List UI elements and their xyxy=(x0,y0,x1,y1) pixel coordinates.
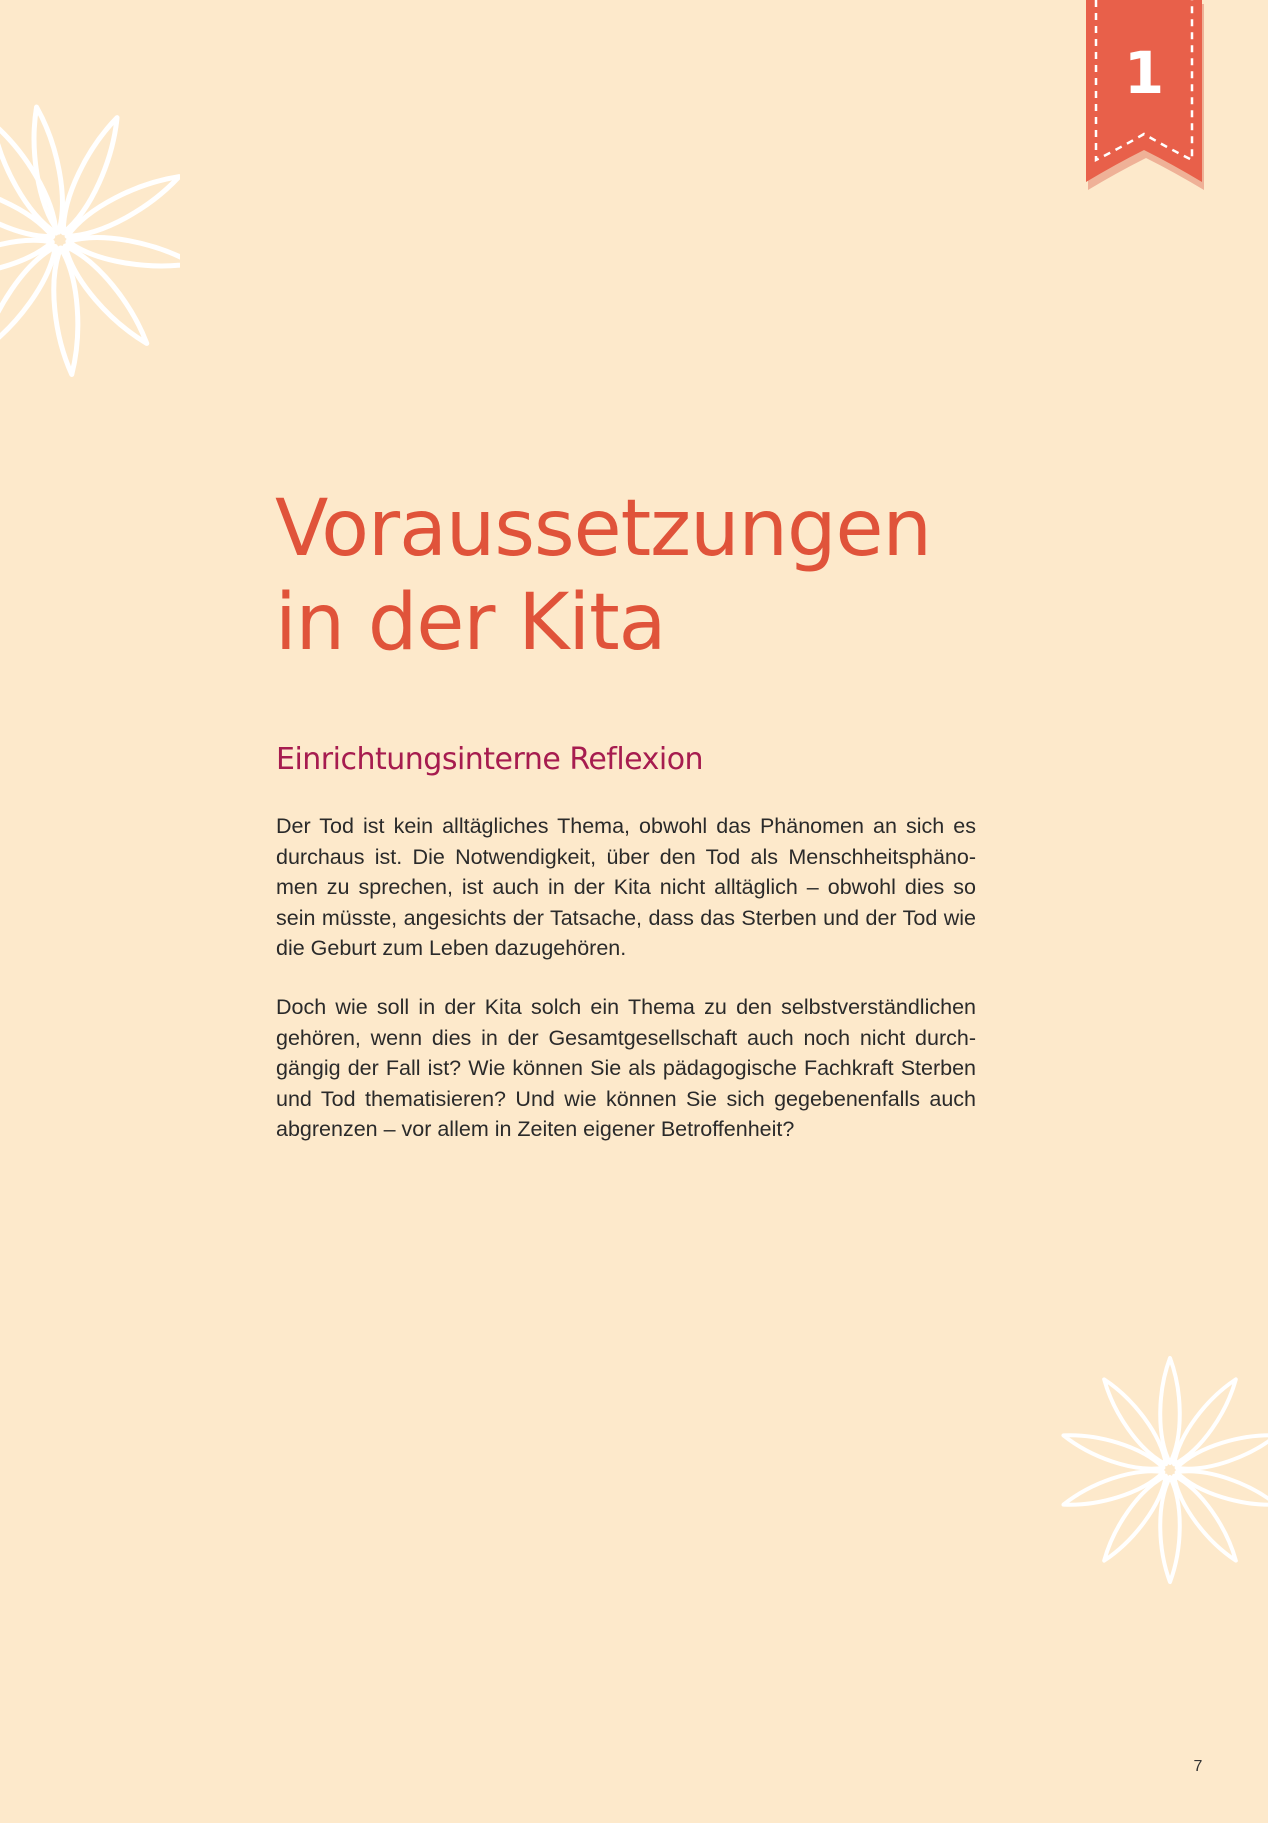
text-line: durchaus ist. Die Notwendigkeit, über den Tod als Menschheitsphäno- xyxy=(276,844,976,869)
text-line: men zu sprechen, ist auch in der Kita nicht alltäglich – obwohl dies so xyxy=(276,875,976,899)
text-line: die Geburt zum Leben dazugehören. xyxy=(276,936,627,960)
text-line: abgrenzen – vor allem in Zeiten eigener Betroffenheit? xyxy=(276,1117,795,1141)
flower-bottom-right-icon xyxy=(1050,1350,1268,1590)
page-number: 7 xyxy=(1193,1758,1203,1775)
text-line: sein müsste, angesichts der Tatsache, dass das Sterben und der Tod wie xyxy=(276,905,976,930)
text-line: gehören, wenn dies in der Gesamtgesellschaft auch noch nicht durch- xyxy=(276,1025,976,1050)
text-line: und Tod thematisieren? Und wie können Sie sich gegebenenfalls auch xyxy=(276,1086,976,1111)
text-line: gängig der Fall ist? Wie können Sie als pädagogische Fachkraft Sterben xyxy=(276,1056,976,1080)
chapter-number: 1 xyxy=(1123,39,1165,107)
chapter-title-line: Voraussetzungen xyxy=(275,484,931,574)
text-line: Der Tod ist kein alltägliches Thema, obwohl das Phänomen an sich es xyxy=(276,814,976,838)
text-line: Doch wie soll in der Kita solch ein Thema zu den selbstverständlichen xyxy=(276,995,976,1019)
chapter-title xyxy=(275,482,1075,670)
chapter-title-line: in der Kita xyxy=(275,578,666,668)
section-heading: Einrichtungsinterne Reflexion xyxy=(276,742,704,777)
flower-top-left-icon xyxy=(0,100,180,430)
body-paragraph xyxy=(276,992,976,1145)
body-paragraph xyxy=(276,811,976,964)
